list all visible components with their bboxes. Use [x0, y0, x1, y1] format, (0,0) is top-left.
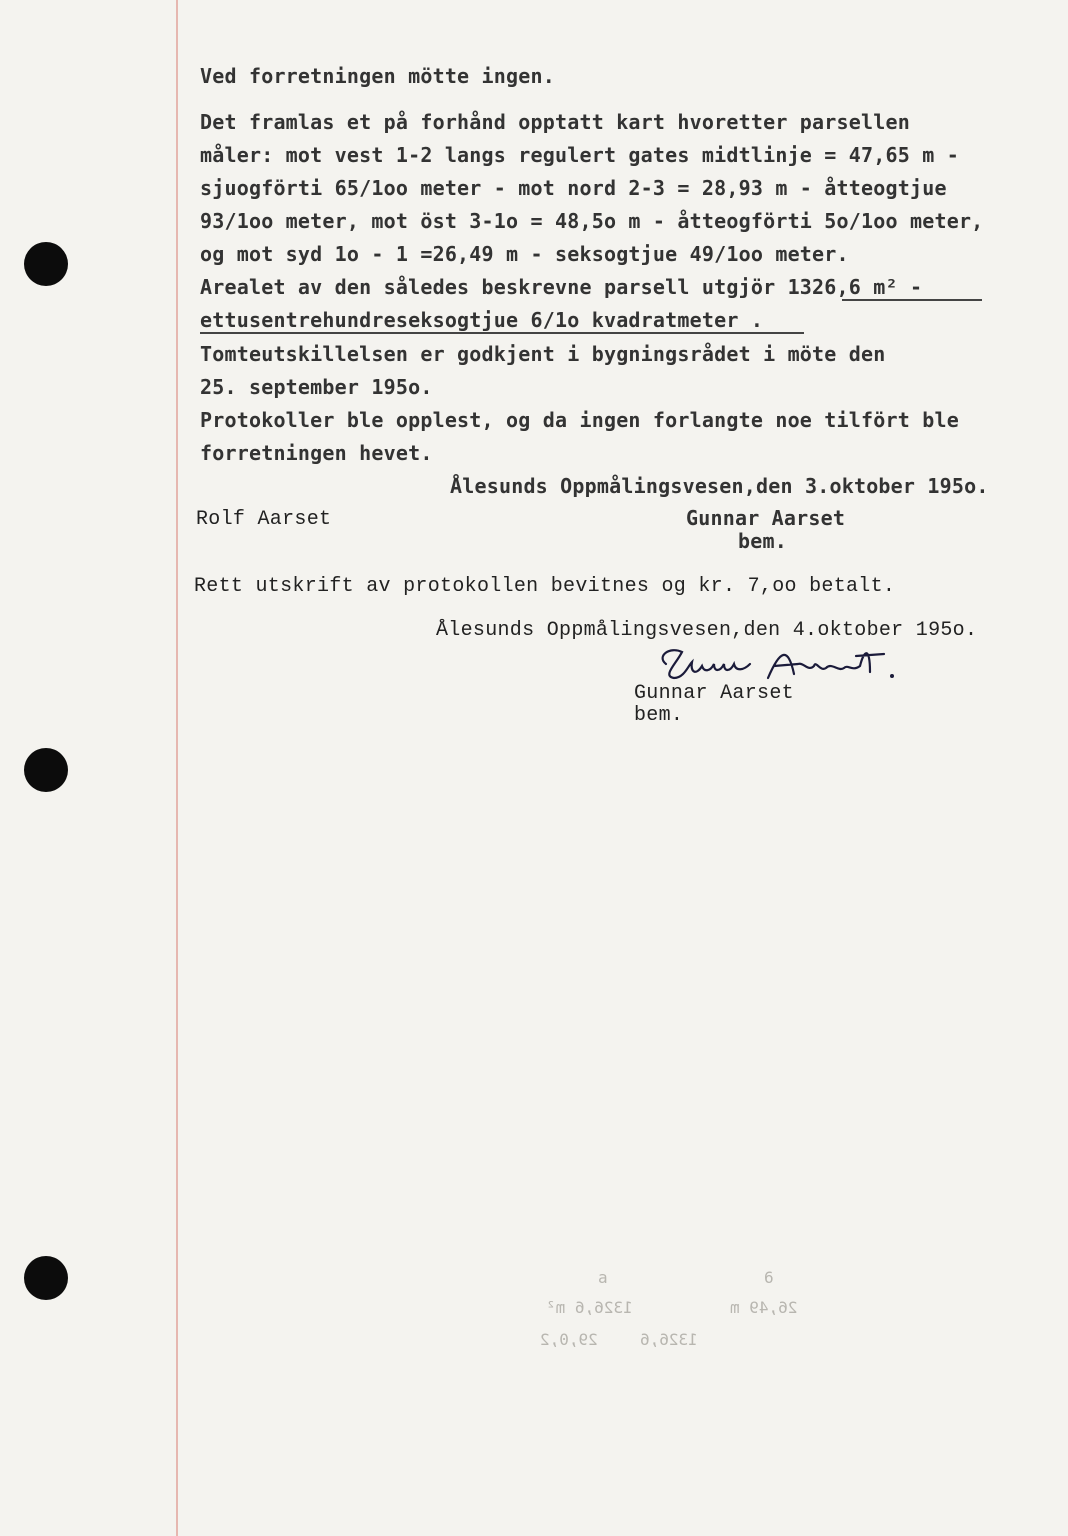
text-line: ettusentrehundreseksogtjue 6/1o kvadratmeter .	[200, 308, 764, 332]
punch-hole	[24, 748, 68, 792]
text-line: 25. september 195o.	[200, 375, 433, 399]
bleed-through-text: 1326,6	[640, 1330, 698, 1349]
signatory-left: Rolf Aarset	[196, 508, 332, 531]
text-line: sjuogförti 65/1oo meter - mot nord 2-3 = 28,93 m - åtteogtjue	[200, 176, 947, 200]
bleed-through-text: 6	[764, 1268, 774, 1287]
area-underline	[842, 299, 982, 301]
text-line: og mot syd 1o - 1 =26,49 m - seksogtjue 49/1oo meter.	[200, 242, 849, 266]
date-line: Ålesunds Oppmålingsvesen,den 3.oktober 195o.	[450, 474, 989, 498]
text-line: Ved forretningen mötte ingen.	[200, 64, 555, 88]
bleed-through-text: 1326,6 m²	[546, 1298, 633, 1317]
text-line: forretningen hevet.	[200, 441, 433, 465]
text-line: måler: mot vest 1-2 langs regulert gates midtlinje = 47,65 m -	[200, 143, 959, 167]
text-line: 93/1oo meter, mot öst 3-1o = 48,5o m - åtteogförti 5o/1oo meter,	[200, 209, 984, 233]
signature-name: Gunnar Aarset	[634, 682, 794, 705]
text-line: Tomteutskillelsen er godkjent i bygningsrådet i möte den	[200, 342, 886, 366]
bleed-through-text: a	[598, 1268, 608, 1287]
certification-line: Rett utskrift av protokollen bevitnes og kr. 7,oo betalt.	[194, 575, 896, 598]
punch-hole	[24, 1256, 68, 1300]
signatory-right-title: bem.	[738, 529, 787, 553]
bleed-through-text: 29,0,2	[540, 1330, 598, 1349]
signatory-right-name: Gunnar Aarset	[686, 506, 846, 530]
area-words-underline	[200, 332, 804, 334]
signature-title: bem.	[634, 704, 684, 727]
text-line: Arealet av den således beskrevne parsell utgjör 1326,6 m² -	[200, 275, 923, 299]
red-margin-line	[176, 0, 178, 1536]
text-line: Protokoller ble opplest, og da ingen forlangte noe tilfört ble	[200, 408, 959, 432]
certification-date: Ålesunds Oppmålingsvesen,den 4.oktober 195o.	[436, 619, 978, 642]
bleed-through-text: 26,49 m	[730, 1298, 798, 1317]
punch-hole	[24, 242, 68, 286]
text-line: Det framlas et på forhånd opptatt kart hvoretter parsellen	[200, 110, 910, 134]
